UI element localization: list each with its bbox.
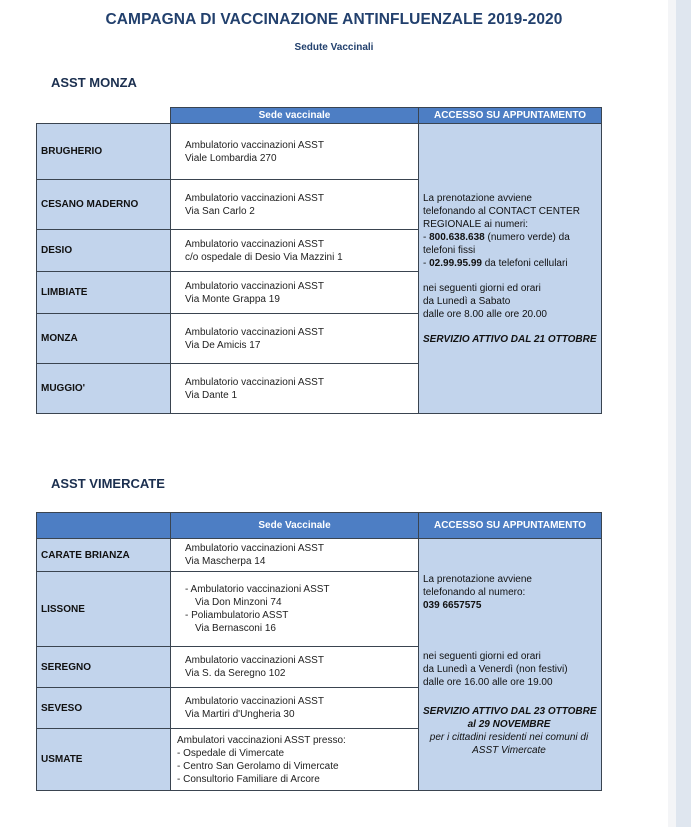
location-address: Ambulatorio vaccinazioni ASST Via Dante 1	[171, 364, 419, 414]
location-name: MUGGIO'	[37, 364, 171, 414]
header-sede: Sede Vaccinale	[171, 513, 419, 539]
location-name: CARATE BRIANZA	[37, 539, 171, 572]
section-title-vimercate: ASST VIMERCATE	[51, 476, 165, 491]
location-address: Ambulatorio vaccinazioni ASST Via De Amicis 17	[171, 314, 419, 364]
location-address: Ambulatorio vaccinazioni ASST Via Martiri d'Ungheria 30	[171, 688, 419, 729]
header-accesso: ACCESSO SU APPUNTAMENTO	[419, 108, 602, 124]
service-active-notice: SERVIZIO ATTIVO DAL 23 OTTOBRE	[423, 705, 597, 717]
mobile-number: 02.99.95.99	[429, 257, 482, 269]
location-address: Ambulatorio vaccinazioni ASST Via Monte Grappa 19	[171, 272, 419, 314]
location-address: - Ambulatorio vaccinazioni ASST Via Don Minzoni 74 - Poliambulatorio ASST Via Bernasconi 16	[171, 572, 419, 647]
location-address: Ambulatori vaccinazioni ASST presso: - Ospedale di Vimercate - Centro San Gerolamo di Vimercate - Consultorio Familiare di Arcore	[171, 729, 419, 791]
header-accesso: ACCESSO SU APPUNTAMENTO	[419, 513, 602, 539]
location-name: USMATE	[37, 729, 171, 791]
location-address: Ambulatorio vaccinazioni ASST c/o ospedale di Desio Via Mazzini 1	[171, 230, 419, 272]
side-panel-edge	[676, 0, 691, 827]
location-address: Ambulatorio vaccinazioni ASST Via San Carlo 2	[171, 180, 419, 230]
location-address: Ambulatorio vaccinazioni ASST Viale Lombardia 270	[171, 124, 419, 180]
table-vimercate	[36, 512, 602, 791]
page-subtitle: Sedute Vaccinali	[294, 42, 374, 53]
booking-info: La prenotazione avviene telefonando al numero: 039 6657575 nei seguenti giorni ed orari da Lunedì a Venerdì (non festivi) dalle ore 16.00 alle ore 19.00 SERVIZIO ATTIVO DAL 23 OTTOBRE al 29 NOVEMBRE per i cittadini residenti nei comuni di ASST Vimercate	[419, 539, 602, 791]
table-monza	[36, 107, 602, 414]
phone-number: 039 6657575	[423, 599, 482, 611]
location-address: Ambulatorio vaccinazioni ASST Via S. da Seregno 102	[171, 647, 419, 688]
location-name: LISSONE	[37, 572, 171, 647]
location-name: DESIO	[37, 230, 171, 272]
location-name: SEVESO	[37, 688, 171, 729]
header-empty	[37, 513, 171, 539]
green-number: 800.638.638	[429, 231, 485, 243]
page-title: CAMPAGNA DI VACCINAZIONE ANTINFLUENZALE 2019-2020	[105, 11, 563, 28]
header-sede: Sede vaccinale	[171, 108, 419, 124]
section-title-monza: ASST MONZA	[51, 75, 137, 90]
location-name: CESANO MADERNO	[37, 180, 171, 230]
service-active-notice: SERVIZIO ATTIVO DAL 21 OTTOBRE	[423, 333, 597, 345]
location-address: Ambulatorio vaccinazioni ASST Via Mascherpa 14	[171, 539, 419, 572]
location-name: BRUGHERIO	[37, 124, 171, 180]
booking-info: La prenotazione avviene telefonando al CONTACT CENTER REGIONALE ai numeri: - 800.638.638 (numero verde) da telefoni fissi - 02.99.95.99 da telefoni cellulari nei seguenti giorni ed orari da Lunedì a Sabato dalle ore 8.00 alle ore 20.00 SERVIZIO ATTIVO DAL 21 OTTOBRE	[419, 124, 602, 414]
location-name: MONZA	[37, 314, 171, 364]
header-empty	[37, 108, 171, 124]
table-row	[37, 539, 602, 572]
table-row	[37, 124, 602, 180]
location-name: LIMBIATE	[37, 272, 171, 314]
location-name: SEREGNO	[37, 647, 171, 688]
